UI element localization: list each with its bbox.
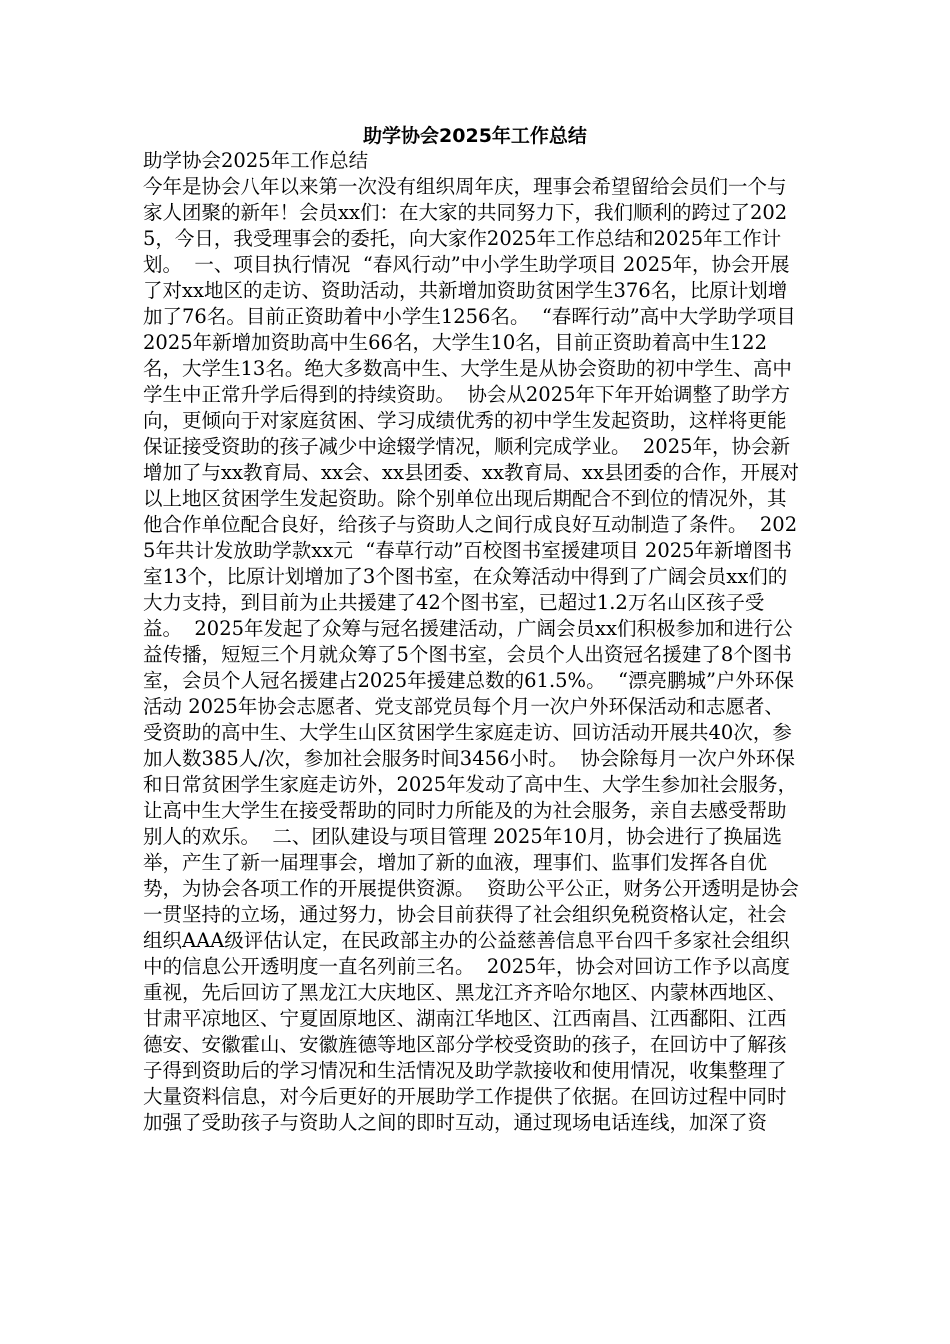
document-body-text: 今年是协会八年以来第一次没有组织周年庆，理事会希望留给会员们一个与家人团聚的新年！会员xx们：在大家的共同努力下，我们顺利的跨过了2025，今日，我受理事会的委托，向大家作2025年工作总结和2025年工作计划。 一、项目执行情况 “春风行动”中小学生助学项目 2025年，协会开展了对xx地区的走访、资助活动，共新增加资助贫困学生376名，比原计划增加了76名。目前正资助着中小学生1256名。 “春晖行动”高中大学助学项目 2025年新增加资助高中生66名，大学生10名，目前正资助着高中生122名，大学生13名。绝大多数高中生、大学生是从协会资助的初中学生、高中学生中正常升学后得到的持续资助。 协会从2025年下年开始调整了助学方向，更倾向于对家庭贫困、学习成绩优秀的初中学生发起资助，这样将更能保证接受资助的孩子减少中途辍学情况，顺利完成学业。 2025年，协会新增加了与xx教育局、xx会、xx县团委、xx教育局、xx县团委的合作，开展对以上地区贫困学生发起资助。除个别单位出现后期配合不到位的情况外，其他合作单位配合良好，给孩子与资助人之间行成良好互动制造了条件。 2025年共计发放助学款xx元 “春草行动”百校图书室援建项目 2025年新增图书室13个，比原计划增加了3个图书室，在众筹活动中得到了广阔会员xx们的大力支持，到目前为止共援建了42个图书室，已超过1.2万名山区孩子受益。 2025年发起了众筹与冠名援建活动，广阔会员xx们积极参加和进行公益传播，短短三个月就众筹了5个图书室，会员个人出资冠名援建了8个图书室，会员个人冠名援建占2025年援建总数的61.5%。 “漂亮鹏城”户外环保活动 2025年协会志愿者、党支部党员每个月一次户外环保活动和志愿者、受资助的高中生、大学生山区贫困学生家庭走访、回访活动开展共40次，参加人数385人/次，参加社会服务时间3456小时。 协会除每月一次户外环保和日常贫困学生家庭走访外，2025年发动了高中生、大学生参加社会服务，让高中生大学生在接受帮助的同时力所能及的为社会服务，亲自去感受帮助别人的欢乐。 二、团队建设与项目管理 2025年10月，协会进行了换届选举，产生了新一届理事会，增加了新的血液，理事们、监事们发挥各自优势，为协会各项工作的开展提供资源。 资助公平公正，财务公开透明是协会一贯坚持的立场，通过努力，协会目前获得了社会组织免税资格认定，社会组织AAA级评估认定，在民政部主办的公益慈善信息平台四千多家社会组织中的信息公开透明度一直名列前三名。 2025年，协会对回访工作予以高度重视，先后回访了黑龙江大庆地区、黑龙江齐齐哈尔地区、内蒙林西地区、甘肃平凉地区、宁夏固原地区、湖南江华地区、江西南昌、江西鄱阳、江西德安、安徽霍山、安徽旌德等地区部分学校受资助的孩子，在回访中了解孩子得到资助后的学习情况和生活情况及助学款接收和使用情况，收集整理了大量资料信息，对今后更好的开展助学工作提供了依据。在回访过程中同时加强了受助孩子与资助人之间的即时互动，通过现场电话连线，加深了资 xyxy=(143,175,802,1134)
document-subtitle: 助学协会2025年工作总结 xyxy=(143,149,369,172)
document-title: 助学协会2025年工作总结 xyxy=(363,125,587,147)
